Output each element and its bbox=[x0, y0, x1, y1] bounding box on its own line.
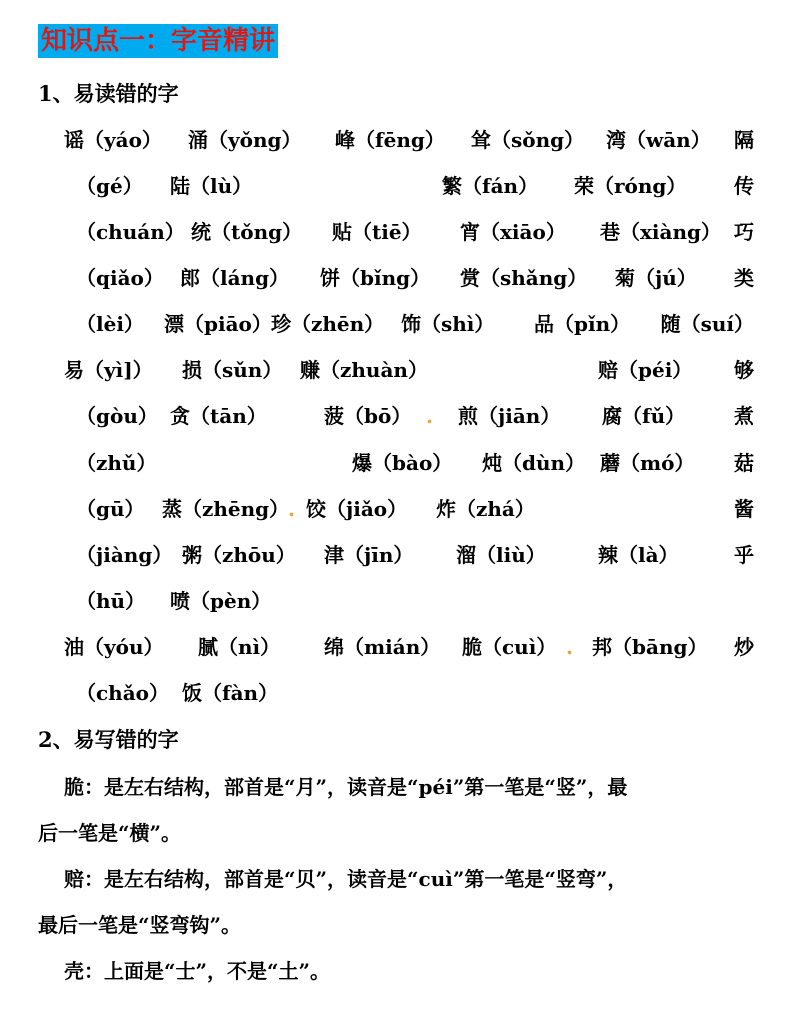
pinyin-item: 易（yì]） bbox=[64, 358, 153, 382]
pinyin-item: 陆（lù） bbox=[170, 174, 253, 198]
pinyin-item: 煎（jiān） bbox=[458, 404, 561, 428]
pinyin-item: 隔 bbox=[734, 128, 754, 152]
pinyin-line bbox=[76, 262, 754, 294]
pinyin-item: 油（yóu） bbox=[64, 635, 164, 659]
pinyin-item: 蒸（zhēng） bbox=[162, 497, 290, 521]
pinyin-item: 爆（bào） bbox=[352, 451, 453, 475]
pinyin-item: 繁（fán） bbox=[442, 174, 539, 198]
pinyin-item: 耸（sǒng） bbox=[471, 128, 585, 152]
explanation-line: 最后一笔是“竖弯钩”。 bbox=[38, 913, 242, 937]
pinyin-item: 菇 bbox=[734, 451, 754, 475]
pinyin-item: 贪（tān） bbox=[170, 404, 267, 428]
pinyin-item: 荣（róng） bbox=[574, 174, 687, 198]
pinyin-item: 炒 bbox=[734, 635, 754, 659]
pinyin-line bbox=[76, 493, 754, 525]
pinyin-item: 贴（tiē） bbox=[332, 220, 422, 244]
pinyin-item: 乎 bbox=[734, 543, 754, 567]
pinyin-line bbox=[76, 539, 754, 571]
pinyin-item: 邦（bāng） bbox=[592, 635, 708, 659]
pinyin-item: （gòu） bbox=[76, 404, 158, 428]
pinyin-line bbox=[76, 585, 754, 617]
pinyin-item: 辣（là） bbox=[598, 543, 679, 567]
pinyin-item: 蘑（mó） bbox=[600, 451, 695, 475]
pinyin-item: 绵（mián） bbox=[324, 635, 441, 659]
pinyin-item: 随（suí） bbox=[660, 312, 754, 336]
pinyin-line bbox=[76, 400, 754, 432]
pinyin-line bbox=[64, 124, 754, 156]
pinyin-item: 谣（yáo） bbox=[64, 128, 162, 152]
pinyin-item: （gé） bbox=[76, 174, 143, 198]
pinyin-item: 饺（jiǎo） bbox=[306, 497, 408, 521]
pinyin-item: 菊（jú） bbox=[615, 266, 697, 290]
pinyin-item: 巧 bbox=[734, 220, 754, 244]
pinyin-item: 腐（fǔ） bbox=[602, 404, 686, 428]
pinyin-item: 腻（nì） bbox=[198, 635, 281, 659]
pinyin-item: 宵（xiāo） bbox=[460, 220, 566, 244]
pinyin-item: 珍（zhēn） bbox=[271, 312, 385, 336]
pinyin-item: （chuán） bbox=[76, 220, 185, 244]
pinyin-item: 粥（zhōu） bbox=[182, 543, 296, 567]
explanation-line: 壳：上面是“士”，不是“土”。 bbox=[64, 959, 331, 983]
pinyin-item: 传 bbox=[734, 174, 754, 198]
pinyin-item: 炸（zhá） bbox=[436, 497, 535, 521]
pinyin-item: 脆（cuì） bbox=[462, 635, 557, 659]
pinyin-item: 巷（xiàng） bbox=[600, 220, 722, 244]
pinyin-item: （zhǔ） bbox=[76, 451, 157, 475]
pinyin-item: （jiàng） bbox=[76, 543, 173, 567]
pinyin-item: （hū） bbox=[76, 589, 146, 613]
pinyin-item: 炖（dùn） bbox=[482, 451, 586, 475]
pinyin-item: 菠（bō） bbox=[324, 404, 412, 428]
pinyin-item: 够 bbox=[734, 358, 754, 382]
explanation-line: 后一笔是“横”。 bbox=[38, 821, 182, 845]
pinyin-line bbox=[76, 677, 754, 709]
pinyin-item: 赏（shǎng） bbox=[460, 266, 588, 290]
section-heading-misread: 1、易读错的字 bbox=[38, 81, 179, 106]
pinyin-item: 喷（pèn） bbox=[170, 589, 272, 613]
pinyin-item: 赔（péi） bbox=[598, 358, 693, 382]
pinyin-item: 酱 bbox=[734, 497, 754, 521]
pinyin-item: 品（pǐn） bbox=[534, 312, 631, 336]
pinyin-item: 饼（bǐng） bbox=[320, 266, 431, 290]
pinyin-item: 煮 bbox=[734, 404, 754, 428]
pinyin-item: 赚（zhuàn） bbox=[300, 358, 428, 382]
pinyin-item: 饭（fàn） bbox=[182, 681, 279, 705]
pinyin-item: 湾（wān） bbox=[606, 128, 711, 152]
decorative-dot: . bbox=[566, 635, 573, 659]
pinyin-item: （qiǎo） bbox=[76, 266, 164, 290]
pinyin-item: （chǎo） bbox=[76, 681, 170, 705]
pinyin-item: （gū） bbox=[76, 497, 145, 521]
decorative-dot: . bbox=[288, 497, 295, 521]
pinyin-item: 津（jīn） bbox=[324, 543, 414, 567]
explanation-line: 脆：是左右结构，部首是“月”，读音是“péi”第一笔是“竖”，最 bbox=[64, 775, 628, 799]
explanation-line: 赔：是左右结构，部首是“贝”，读音是“cuì”第一笔是“竖弯”， bbox=[64, 867, 628, 891]
pinyin-item: 类 bbox=[734, 266, 754, 290]
pinyin-line bbox=[76, 308, 754, 340]
pinyin-item: 饰（shì） bbox=[401, 312, 495, 336]
section-heading-miswritten: 2、易写错的字 bbox=[38, 727, 179, 752]
decorative-dot: . bbox=[426, 404, 433, 428]
pinyin-item: 峰（fēng） bbox=[335, 128, 445, 152]
pinyin-item: 损（sǔn） bbox=[182, 358, 283, 382]
pinyin-item: 溜（liù） bbox=[456, 543, 546, 567]
page-title: 知识点一：字音精讲 bbox=[38, 24, 278, 58]
pinyin-line bbox=[76, 216, 754, 248]
pinyin-item: 涌（yǒng） bbox=[188, 128, 302, 152]
pinyin-line bbox=[76, 170, 754, 202]
pinyin-line bbox=[64, 631, 754, 663]
pinyin-item: 统（tǒng） bbox=[191, 220, 303, 244]
pinyin-item: 郎（láng） bbox=[180, 266, 290, 290]
pinyin-line bbox=[64, 354, 754, 386]
pinyin-item: 漂（piāo） bbox=[164, 312, 272, 336]
pinyin-line bbox=[76, 447, 754, 479]
pinyin-item: （lèi） bbox=[76, 312, 144, 336]
